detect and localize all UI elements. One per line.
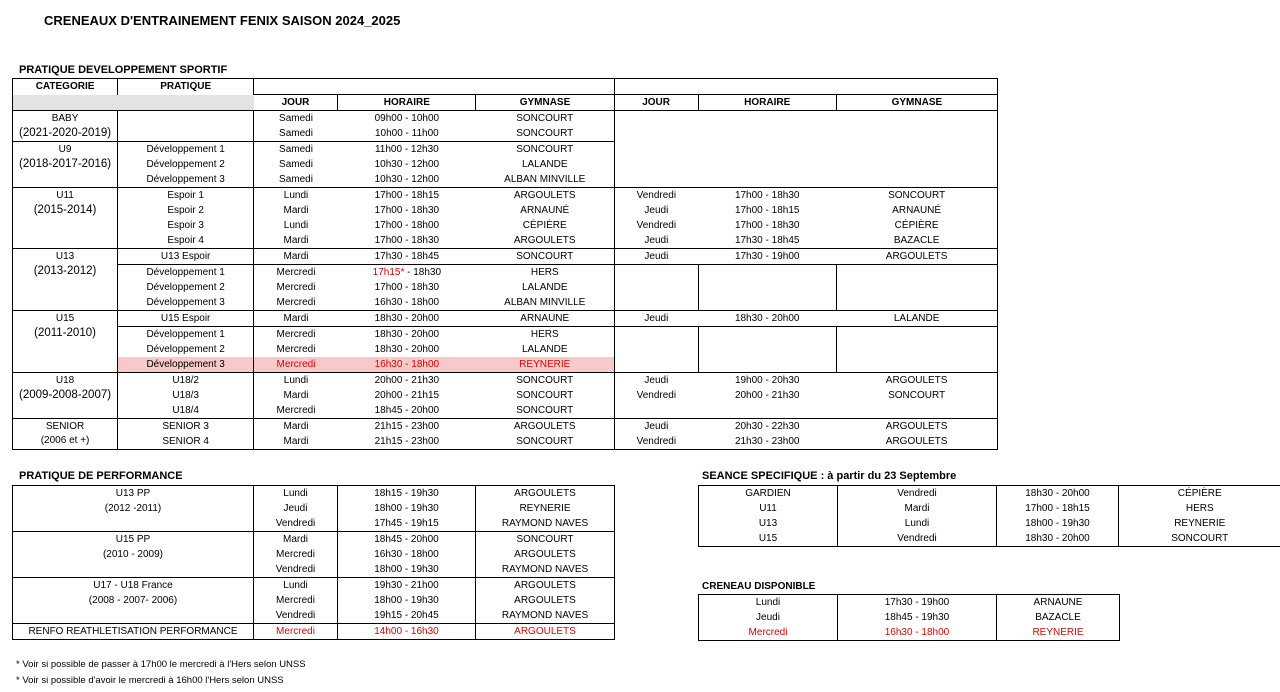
horaire-cell: 16h30 - 18h00: [338, 357, 476, 373]
horaire-cell: 18h15 - 19h30: [338, 486, 476, 502]
header-gymnase-2: GYMNASE: [836, 95, 997, 111]
group-u15pp: [13, 532, 254, 578]
horaire-cell: 18h30 - 20h00: [997, 531, 1119, 547]
jour-cell: Samedi: [254, 126, 338, 142]
category-u15: [13, 311, 118, 373]
gymnase-cell: LALANDE: [476, 342, 614, 357]
category-baby: [13, 111, 118, 142]
jour-cell: Mercredi: [699, 625, 838, 641]
category-name: U15: [55, 313, 75, 324]
table-row: [699, 531, 1280, 547]
pratique-cell: Développement 2: [118, 280, 254, 295]
horaire-2-cell: 20h30 - 22h30: [734, 420, 800, 432]
pratique-cell: [118, 111, 254, 127]
horaire-2-cell: 21h30 - 23h00: [698, 434, 836, 450]
pratique-cell: Développement 2: [118, 157, 254, 172]
page-title: CRENEAUX D'ENTRAINEMENT FENIX SAISON 2024_2025: [44, 13, 401, 28]
horaire-cell: 17h00 - 18h15: [374, 189, 440, 201]
categorie-cell: GARDIEN: [699, 486, 838, 502]
footnote-2: * Voir si possible d'avoir le mercredi à 16h00 l'Hers selon UNSS: [16, 675, 284, 686]
group-years: (2012 -2011): [104, 503, 162, 514]
group-u13pp: [13, 486, 254, 532]
horaire-cell: 11h00 - 12h30: [374, 143, 439, 155]
horaire-cell: 18h30 - 20h00: [997, 486, 1119, 502]
gymnase-cell: SONCOURT: [476, 126, 614, 142]
gymnase-cell: ARGOULETS: [476, 233, 614, 249]
gymnase-cell: HERS: [476, 265, 614, 281]
jour-cell: Jeudi: [699, 610, 838, 625]
category-u18: [13, 373, 118, 419]
table-row: [699, 610, 1120, 625]
gymnase-2-cell: ARGOULETS: [836, 373, 997, 389]
jour-cell: Samedi: [279, 143, 313, 155]
header-pratique: PRATIQUE: [118, 79, 254, 95]
empty-cell: [836, 327, 997, 373]
jour-cell: Mercredi: [254, 357, 338, 373]
empty-cell: [614, 327, 698, 373]
jour-2-cell: Vendredi: [614, 434, 698, 450]
table-row: [13, 311, 998, 327]
jour-cell: Samedi: [279, 112, 313, 124]
section-title-performance: PRATIQUE DE PERFORMANCE: [19, 470, 183, 482]
horaire-2-cell: 19h00 - 20h30: [734, 374, 800, 386]
jour-2-cell: [614, 403, 698, 419]
horaire-cell: 09h00 - 10h00: [374, 112, 440, 124]
gymnase-cell: SONCOURT: [476, 142, 614, 158]
categorie-cell: U13: [699, 516, 838, 531]
pratique-cell: Développement 3: [118, 172, 254, 188]
gymnase-2-cell: SONCOURT: [836, 388, 997, 403]
category-years: (2011-2010): [34, 327, 96, 339]
jour-2-cell: Jeudi: [614, 249, 698, 265]
performance-table: [12, 485, 615, 640]
pratique-cell: U18/2: [118, 373, 254, 389]
jour-cell: Mardi: [283, 204, 309, 216]
section-title-dispo: CRENEAU DISPONIBLE: [702, 581, 816, 592]
gymnase-cell: SONCOURT: [476, 532, 615, 548]
jour-cell: Mardi: [254, 311, 338, 327]
group-years: (2008 - 2007- 2006): [88, 595, 178, 606]
pratique-cell: SENIOR 3: [118, 419, 254, 435]
jour-cell: Lundi: [283, 189, 309, 201]
horaire-cell: 17h00 - 18h30: [338, 233, 476, 249]
category-u11: [13, 188, 118, 249]
gymnase-cell: SONCOURT: [476, 111, 614, 127]
horaire-cell: 19h30 - 21h00: [338, 578, 476, 594]
gymnase-cell: CÉPIÈRE: [476, 218, 614, 233]
horaire-cell: 10h30 - 12h00: [374, 158, 440, 170]
horaire-cell: [338, 265, 476, 281]
category-years: (2015-2014): [33, 204, 97, 216]
jour-cell: Lundi: [283, 374, 309, 386]
horaire-cell: 18h30 - 20h00: [374, 343, 440, 355]
table-row: [13, 327, 998, 343]
table-row: [13, 434, 998, 450]
gymnase-cell: REYNERIE: [1174, 517, 1226, 529]
jour-cell: Mardi: [254, 532, 338, 548]
gymnase-2-cell: SONCOURT: [836, 188, 997, 204]
jour-cell: Mardi: [254, 434, 338, 450]
horaire-cell: 18h00 - 19h30: [997, 516, 1119, 531]
header-blank-1: [254, 79, 614, 95]
table-row: [699, 501, 1280, 516]
table-row: [13, 532, 615, 548]
group-name: U17 - U18 France: [93, 580, 173, 591]
gymnase-cell: ARGOULETS: [476, 624, 615, 640]
gymnase-2-cell: ARGOULETS: [836, 419, 997, 435]
horaire-cell: 16h30 - 18h00: [338, 547, 476, 562]
table-row: [13, 203, 998, 218]
gymnase-2-cell: BAZACLE: [836, 233, 997, 249]
jour-cell: Mercredi: [254, 624, 338, 640]
jour-cell: Samedi: [279, 158, 313, 170]
horaire-cell: 17h45 - 19h15: [338, 516, 476, 532]
horaire-cell: 18h45 - 19h30: [838, 610, 997, 625]
gymnase-cell: SONCOURT: [1119, 531, 1280, 547]
category-name: BABY: [51, 113, 79, 124]
gymnase-cell: ALBAN MINVILLE: [476, 172, 614, 188]
horaire-cell: 21h15 - 23h00: [338, 434, 476, 450]
group-name: U13 PP: [115, 488, 151, 499]
jour-2-cell: Jeudi: [614, 233, 698, 249]
jour-2-cell: Jeudi: [614, 311, 698, 327]
gymnase-cell: ALBAN MINVILLE: [476, 295, 614, 311]
horaire-2-cell: 17h00 - 18h30: [734, 189, 800, 201]
pratique-cell: U13 Espoir: [118, 249, 254, 265]
horaire-cell: 17h30 - 19h00: [838, 595, 997, 611]
horaire-cell: 18h30 - 20h00: [338, 311, 476, 327]
jour-cell: Vendredi: [838, 531, 997, 547]
jour-cell: Mercredi: [254, 295, 338, 311]
jour-cell: Jeudi: [254, 501, 338, 516]
horaire-cell: 16h30 - 18h00: [338, 295, 476, 311]
pratique-cell: SENIOR 4: [118, 434, 254, 450]
header-jour-2: JOUR: [614, 95, 698, 111]
jour-2-cell: Vendredi: [636, 189, 677, 201]
categorie-cell: U11: [699, 501, 838, 516]
category-name: U13: [55, 251, 75, 262]
header-row-2: [13, 95, 998, 111]
gymnase-2-cell: LALANDE: [836, 311, 997, 327]
gymnase-cell: SONCOURT: [476, 249, 614, 265]
header-blank-2: [614, 79, 997, 95]
horaire-highlight: 17h15*: [372, 266, 405, 278]
jour-cell: Mercredi: [276, 281, 316, 293]
pratique-cell: Développement 3: [118, 295, 254, 311]
gymnase-cell: LALANDE: [476, 280, 614, 295]
header-grey-cell: [13, 95, 254, 111]
header-gymnase: GYMNASE: [476, 95, 614, 111]
pratique-cell: [118, 126, 254, 142]
table-row: [699, 516, 1280, 531]
jour-cell: Vendredi: [254, 562, 338, 578]
jour-cell: Mercredi: [254, 403, 338, 419]
horaire-cell: 17h30 - 18h45: [338, 249, 476, 265]
jour-cell: Mardi: [254, 249, 338, 265]
jour-cell: Vendredi: [254, 516, 338, 532]
gymnase-2-cell: ARGOULETS: [836, 434, 997, 450]
pratique-cell: Espoir 4: [118, 233, 254, 249]
jour-cell: Lundi: [254, 486, 338, 502]
pratique-cell: Développement 1: [118, 327, 254, 343]
category-name: U9: [58, 144, 72, 155]
developpement-table: [12, 78, 998, 450]
jour-cell: Samedi: [254, 172, 338, 188]
pratique-cell: Espoir 3: [118, 218, 254, 233]
header-jour: JOUR: [254, 95, 338, 111]
jour-2-cell: Vendredi: [636, 219, 677, 231]
horaire-cell: 19h15 - 20h45: [338, 608, 476, 624]
category-years: (2018-2017-2016): [19, 158, 112, 170]
jour-cell: Mercredi: [276, 343, 316, 355]
table-row: [13, 249, 998, 265]
horaire-cell: 18h00 - 19h30: [338, 501, 476, 516]
gymnase-2-cell: ARNAUNÉ: [836, 203, 997, 218]
horaire-cell: 10h30 - 12h00: [338, 172, 476, 188]
category-years: (2021-2020-2019): [19, 127, 112, 139]
gymnase-cell: BAZACLE: [997, 610, 1120, 625]
table-row: [13, 373, 998, 389]
horaire-cell: 18h45 - 20h00: [338, 403, 476, 419]
jour-cell: Mercredi: [276, 266, 316, 278]
gymnase-2-cell: ARGOULETS: [836, 249, 997, 265]
jour-cell: Lundi: [283, 219, 309, 231]
gymnase-cell: ARGOULETS: [476, 486, 615, 502]
category-years: (2006 et +): [40, 435, 90, 446]
jour-cell: Mardi: [283, 420, 309, 432]
category-years: (2013-2012): [33, 265, 97, 277]
table-row: [699, 595, 1120, 611]
table-row: [13, 403, 998, 419]
table-row: [699, 486, 1280, 502]
jour-cell: Mardi: [254, 233, 338, 249]
pratique-cell: U18/4: [118, 403, 254, 419]
horaire-cell: 14h00 - 16h30: [338, 624, 476, 640]
header-horaire-2: HORAIRE: [698, 95, 836, 111]
horaire-rest: - 18h30: [404, 266, 442, 278]
jour-cell: Mardi: [838, 501, 997, 516]
empty-cell: [836, 265, 997, 311]
horaire-cell: 17h00 - 18h30: [374, 204, 440, 216]
gymnase-cell: REYNERIE: [997, 625, 1120, 641]
jour-cell: Vendredi: [254, 608, 338, 624]
gymnase-cell: ARGOULETS: [476, 419, 614, 435]
gymnase-cell: HERS: [1185, 502, 1214, 514]
horaire-cell: 17h00 - 18h30: [374, 281, 440, 293]
pratique-cell: Espoir 1: [118, 188, 254, 204]
header-horaire: HORAIRE: [338, 95, 476, 111]
gymnase-2-cell: CÉPIÈRE: [836, 218, 997, 233]
gymnase-cell: ARGOULETS: [476, 593, 615, 608]
gymnase-cell: LALANDE: [476, 157, 614, 172]
jour-cell: Mercredi: [254, 593, 338, 608]
jour-cell: Mercredi: [276, 328, 316, 340]
jour-cell: Lundi: [699, 595, 838, 611]
header-row-1: [13, 79, 998, 95]
horaire-2-cell: [698, 403, 836, 419]
pratique-cell: Développement 3: [118, 357, 254, 373]
horaire-2-cell: 20h00 - 21h30: [734, 389, 800, 401]
gymnase-2-cell: [836, 403, 997, 419]
gymnase-cell: SONCOURT: [476, 388, 614, 403]
group-renfo: RENFO REATHLETISATION PERFORMANCE: [13, 624, 254, 640]
gymnase-cell: ARNAUNÉ: [476, 203, 614, 218]
gymnase-cell: HERS: [476, 327, 614, 343]
gymnase-cell: ARNAUNE: [476, 311, 614, 327]
empty-cell: [698, 327, 836, 373]
horaire-cell: 20h00 - 21h30: [374, 374, 440, 386]
table-row: [13, 218, 998, 233]
gymnase-cell: SONCOURT: [476, 403, 614, 419]
pratique-cell: Développement 1: [118, 265, 254, 281]
table-row: [13, 233, 998, 249]
horaire-cell: 21h15 - 23h00: [374, 420, 440, 432]
gymnase-cell: REYNERIE: [476, 357, 614, 373]
category-name: U18: [55, 375, 75, 386]
section-title-seance: SEANCE SPECIFIQUE : à partir du 23 Septembre: [702, 470, 957, 482]
horaire-cell: 18h30 - 20h00: [374, 328, 440, 340]
gymnase-cell: SONCOURT: [476, 373, 614, 389]
horaire-cell: 16h30 - 18h00: [838, 625, 997, 641]
horaire-2-cell: 17h00 - 18h30: [734, 219, 800, 231]
table-row: [13, 388, 998, 403]
gymnase-cell: SONCOURT: [476, 434, 614, 450]
pratique-cell: Développement 1: [118, 142, 254, 158]
group-u17-u18: [13, 578, 254, 624]
table-row: [699, 625, 1120, 641]
gymnase-cell: ARGOULETS: [476, 188, 614, 204]
gymnase-cell: RAYMOND NAVES: [476, 516, 615, 532]
horaire-cell: 18h00 - 19h30: [338, 593, 476, 608]
horaire-cell: 18h45 - 20h00: [338, 532, 476, 548]
group-years: (2010 - 2009): [102, 549, 164, 560]
footnote-1: * Voir si possible de passer à 17h00 le mercredi à l'Hers selon UNSS: [16, 659, 306, 670]
categorie-cell: U15: [699, 531, 838, 547]
category-name: SENIOR: [45, 421, 85, 432]
category-senior: [13, 419, 118, 450]
empty-cell: [614, 111, 997, 188]
gymnase-cell: CÉPIÈRE: [1119, 486, 1280, 502]
horaire-cell: 17h00 - 18h15: [997, 501, 1119, 516]
pratique-cell: U18/3: [118, 388, 254, 403]
gymnase-cell: RAYMOND NAVES: [476, 608, 615, 624]
dispo-table: [698, 594, 1120, 641]
empty-cell: [614, 265, 698, 311]
jour-cell: Vendredi: [838, 486, 997, 502]
jour-2-cell: Vendredi: [636, 389, 677, 401]
pratique-cell: U15 Espoir: [118, 311, 254, 327]
seance-table: [698, 485, 1280, 547]
horaire-cell: 17h00 - 18h00: [374, 219, 440, 231]
horaire-2-cell: 17h30 - 19h00: [698, 249, 836, 265]
gymnase-cell: REYNERIE: [476, 501, 615, 516]
jour-cell: Mercredi: [254, 547, 338, 562]
jour-cell: Lundi: [838, 516, 997, 531]
horaire-cell: 18h00 - 19h30: [338, 562, 476, 578]
table-row: [13, 419, 998, 435]
gymnase-cell: ARNAUNE: [997, 595, 1120, 611]
jour-2-cell: Jeudi: [644, 420, 669, 432]
gymnase-cell: ARGOULETS: [476, 547, 615, 562]
header-categorie: CATEGORIE: [13, 79, 118, 95]
table-row: [13, 188, 998, 204]
table-row: [13, 265, 998, 281]
horaire-2-cell: 17h30 - 18h45: [698, 233, 836, 249]
table-row: [13, 578, 615, 594]
table-row: [13, 111, 998, 127]
gymnase-cell: ARGOULETS: [476, 578, 615, 594]
gymnase-cell: RAYMOND NAVES: [476, 562, 615, 578]
horaire-cell: 20h00 - 21h15: [374, 389, 440, 401]
table-row: [13, 486, 615, 502]
jour-cell: Mardi: [283, 389, 309, 401]
group-name: U15 PP: [115, 534, 151, 545]
jour-cell: Lundi: [254, 578, 338, 594]
horaire-2-cell: 17h00 - 18h15: [734, 204, 800, 216]
horaire-cell: 10h00 - 11h00: [338, 126, 476, 142]
category-u13: [13, 249, 118, 311]
category-name: U11: [56, 190, 74, 201]
table-row: [13, 624, 615, 640]
pratique-cell: Développement 2: [118, 342, 254, 357]
horaire-2-cell: 18h30 - 20h00: [698, 311, 836, 327]
jour-2-cell: Jeudi: [644, 204, 669, 216]
jour-2-cell: Jeudi: [644, 374, 669, 386]
empty-cell: [698, 265, 836, 311]
category-u9: [13, 142, 118, 188]
category-years: (2009-2008-2007): [19, 389, 112, 401]
section-title-developpement: PRATIQUE DEVELOPPEMENT SPORTIF: [19, 64, 228, 76]
pratique-cell: Espoir 2: [118, 203, 254, 218]
